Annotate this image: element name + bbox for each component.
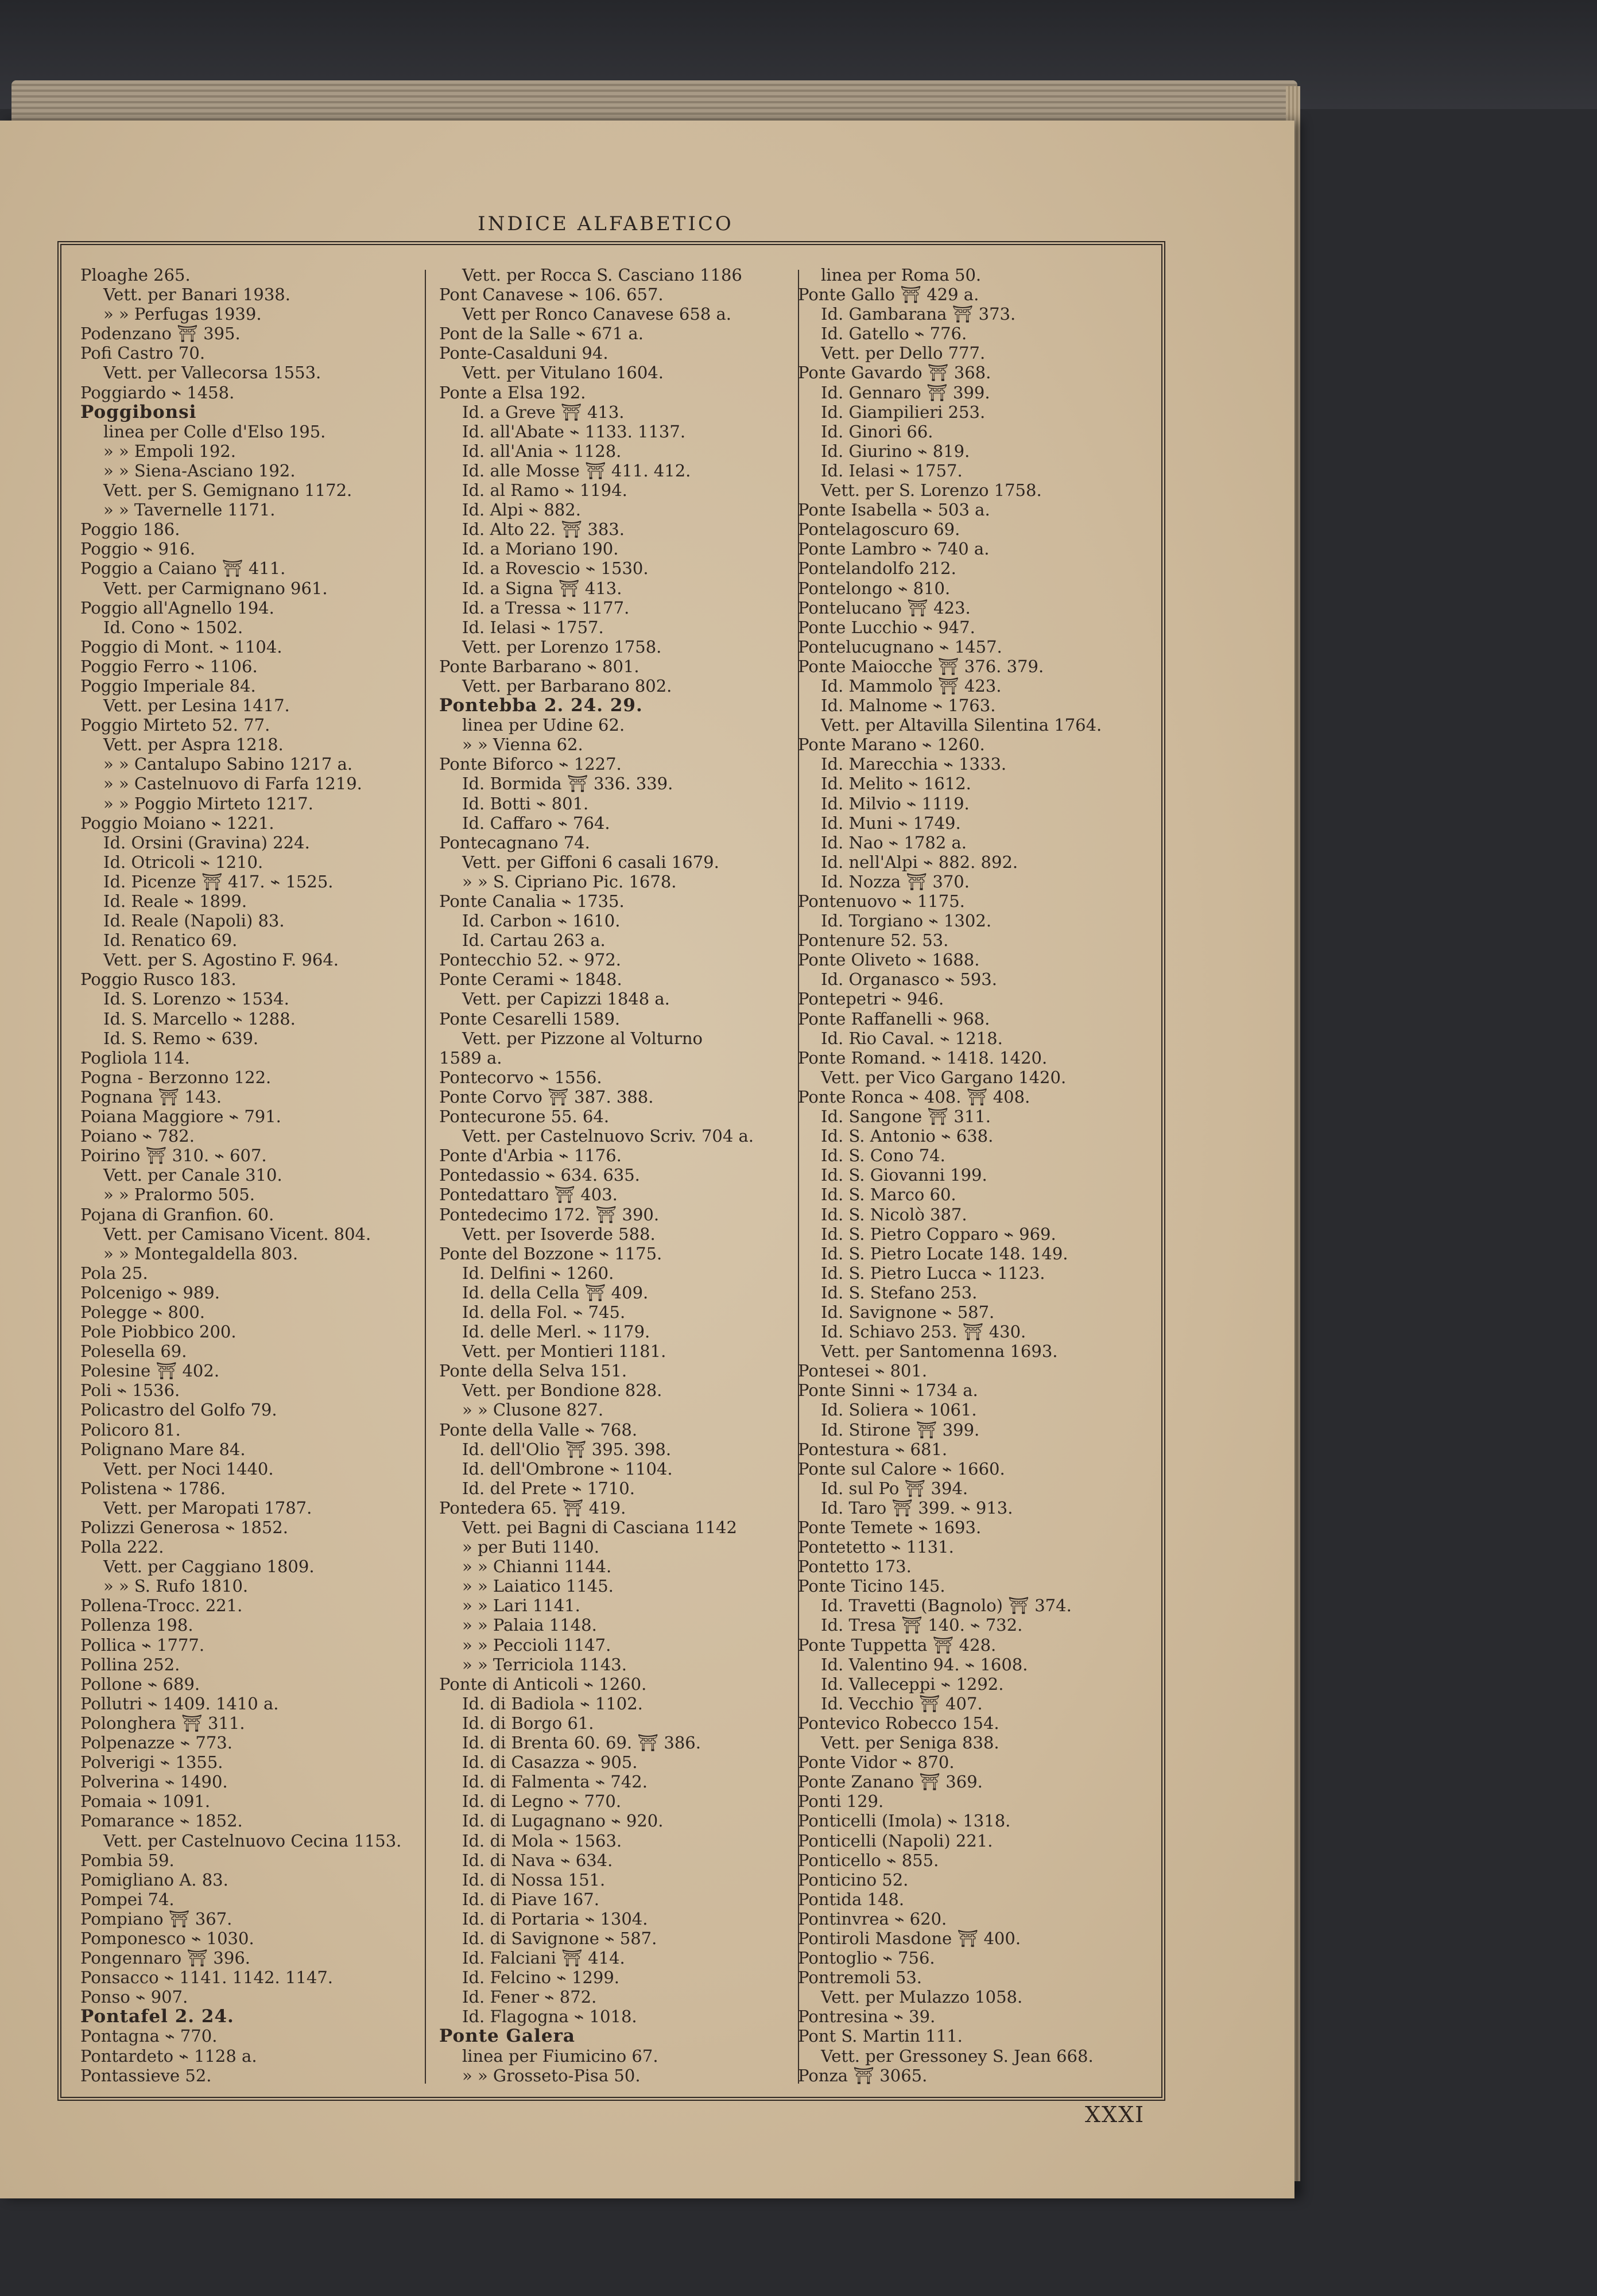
index-entry: Vett. per Vitulano 1604. [462,363,664,383]
index-entry: Id. Bormida ⛩ 336. 339. [462,774,673,794]
index-entry: Vett per Ronco Canavese 658 a. [462,304,731,324]
index-entry: » » Empoli 192. [103,441,236,461]
index-entry: Ponte Gallo ⛩ 429 a. [798,285,979,305]
index-entry: Id. Travetti (Bagnolo) ⛩ 374. [821,1596,1072,1616]
index-entry: Ponte della Valle ⌁ 768. [439,1420,638,1440]
index-entry: Id. all'Abate ⌁ 1133. 1137. [462,421,686,441]
index-entry: Id. Otricoli ⌁ 1210. [103,852,263,872]
index-entry: Id. al Ramo ⌁ 1194. [462,480,627,501]
index-entry: Pont Canavese ⌁ 106. 657. [439,285,664,305]
index-entry: Polcenigo ⌁ 989. [80,1282,220,1302]
index-entry: Id. S. Pietro Lucca ⌁ 1123. [821,1263,1045,1283]
index-entry: Id. all'Ania ⌁ 1128. [462,441,622,461]
index-entry: Vett. per Caggiano 1809. [103,1557,315,1577]
index-entry: » » Montegaldella 803. [103,1243,299,1263]
index-entry: Pomarance ⌁ 1852. [80,1811,243,1831]
index-entry: Id. di Falmenta ⌁ 742. [462,1772,648,1792]
index-entry: Ponte Isabella ⌁ 503 a. [798,500,990,520]
index-entry: Ponticelli (Napoli) 221. [798,1830,993,1851]
index-entry: Id. Caffaro ⌁ 764. [462,813,610,833]
index-entry: Id. di Mola ⌁ 1563. [462,1830,622,1851]
index-entry: » » Pralormo 505. [103,1185,255,1205]
index-entry: » » Cantalupo Sabino 1217 a. [103,754,353,774]
index-entry: Vett. per Barbarano 802. [462,676,672,696]
index-entry: » » Peccioli 1147. [462,1635,611,1655]
index-entry: Poggio 186. [80,519,180,540]
index-entry: Poggio Moiano ⌁ 1221. [80,813,274,833]
index-entry: Poggio Ferro ⌁ 1106. [80,656,258,676]
index-entry: Ponte Temete ⌁ 1693. [798,1518,982,1537]
index-entry: Pontoglio ⌁ 756. [798,1948,935,1968]
index-entry: Id. S. Lorenzo ⌁ 1534. [103,989,289,1009]
index-entry: Pongennaro ⛩ 396. [80,1948,250,1968]
index-entry: Id. di Portaria ⌁ 1304. [462,1909,648,1929]
index-entry: Id. Muni ⌁ 1749. [821,813,961,833]
index-entry: Pontepetri ⌁ 946. [798,989,944,1009]
index-entry: Pont S. Martin 111. [798,2026,963,2046]
index-entry: Ponte di Anticoli ⌁ 1260. [439,1674,647,1694]
index-entry: Ponte del Bozzone ⌁ 1175. [439,1243,662,1263]
index-entry: Vett. per Castelnuovo Cecina 1153. [103,1830,402,1851]
index-entry: Poggio all'Agnello 194. [80,598,274,618]
index-entry: Id. di Legno ⌁ 770. [462,1791,622,1812]
index-entry: Ponticino 52. [798,1870,909,1890]
index-entry: » per Buti 1140. [462,1537,599,1557]
index-entry: Ponte-Casalduni 94. [439,343,608,363]
index-entry: Podenzano ⛩ 395. [80,324,241,344]
index-entry: » » Palaia 1148. [462,1615,597,1635]
index-entry: Id. di Piave 167. [462,1889,599,1909]
index-entry: Id. Marecchia ⌁ 1333. [821,754,1007,774]
index-entry: Ploaghe 265. [80,265,191,285]
index-entry: Id. Botti ⌁ 801. [462,793,589,813]
index-entry: Vett. per Castelnuovo Scriv. 704 a. [462,1126,754,1146]
index-entry: Id. della Cella ⛩ 409. [462,1282,649,1302]
index-entry: Pollenza 198. [80,1615,193,1635]
index-entry: Vett. per Lorenzo 1758. [462,637,662,657]
index-entry: Pofi Castro 70. [80,343,206,363]
index-entry: linea per Fiumicino 67. [462,2046,658,2066]
index-entry: Id. Torgiano ⌁ 1302. [821,911,992,931]
index-entry: Poggio a Caiano ⛩ 411. [80,559,286,579]
index-entry: Vett. per Lesina 1417. [103,696,290,716]
index-entry: Vett. per Altavilla Silentina 1764. [821,715,1102,735]
index-entry: Ponza ⛩ 3065. [798,2065,928,2085]
index-entry: Id. Giampilieri 253. [821,402,986,422]
index-entry: Vett. per S. Agostino F. 964. [103,950,339,970]
index-entry: Id. S. Remo ⌁ 639. [103,1028,259,1048]
index-entry: Vett. per Isoverde 588. [462,1224,656,1244]
index-entry: Id. S. Pietro Locate 148. 149. [821,1243,1068,1263]
index-entry: Vett. per Maropati 1787. [103,1498,312,1518]
index-entry: Pontedassio ⌁ 634. 635. [439,1165,640,1185]
index-entry: Vett. per Seniga 838. [821,1733,999,1753]
index-entry: Id. sul Po ⛩ 394. [821,1478,968,1498]
index-entry: Id. di Nava ⌁ 634. [462,1850,613,1870]
index-entry: Pontedattaro ⛩ 403. [439,1185,618,1205]
index-entry: Ponte Barbarano ⌁ 801. [439,656,639,676]
index-entry: linea per Roma 50. [821,265,982,285]
page-header: INDICE ALFABETICO [478,212,734,235]
index-entry: Poggio di Mont. ⌁ 1104. [80,637,282,657]
index-entry: Poggio Imperiale 84. [80,676,256,696]
index-entry: » » Laiatico 1145. [462,1576,614,1596]
index-entry: Ponte a Elsa 192. [439,382,586,402]
index-entry: Id. Stirone ⛩ 399. [821,1420,980,1440]
index-entry: Vett. per Giffoni 6 casali 1679. [462,852,719,872]
index-column-1 [80,265,422,2085]
index-entry: Policastro del Golfo 79. [80,1400,277,1420]
index-entry: Ponte Marano ⌁ 1260. [798,735,985,755]
index-entry: Id. S. Marco 60. [821,1185,956,1205]
index-entry: Pontiroli Masdone ⛩ 400. [798,1928,1021,1948]
index-entry: Pontelandolfo 212. [798,559,956,579]
index-entry: Pollone ⌁ 689. [80,1674,200,1694]
index-entry: Id. a Rovescio ⌁ 1530. [462,559,649,579]
index-entry: Polverigi ⌁ 1355. [80,1752,223,1773]
index-entry: Id. del Prete ⌁ 1710. [462,1478,635,1498]
index-entry: » » Tavernelle 1171. [103,500,276,520]
index-entry: » » Vienna 62. [462,735,583,755]
index-entry: Polpenazze ⌁ 773. [80,1733,232,1753]
index-entry: Vett. per S. Gemignano 1172. [103,480,352,501]
index-entry: Pontelucano ⛩ 423. [798,598,971,618]
index-entry: Vett. per Dello 777. [821,343,986,363]
index-entry: Id. di Badiola ⌁ 1102. [462,1693,643,1713]
index-entry: Id. Rio Caval. ⌁ 1218. [821,1028,1003,1048]
index-entry: Id. Tresa ⛩ 140. ⌁ 732. [821,1615,1023,1635]
index-entry: Pombia 59. [80,1850,175,1870]
index-entry: Vett. per Vallecorsa 1553. [103,363,321,383]
index-entry: Ponte Raffanelli ⌁ 968. [798,1009,990,1029]
index-entry: Ponte Maiocche ⛩ 376. 379. [798,656,1044,676]
index-entry: Pontenure 52. 53. [798,930,949,951]
index-entry: Ponte sul Calore ⌁ 1660. [798,1459,1005,1479]
index-entry: Pontremoli 53. [798,1968,922,1988]
index-entry: Ponso ⌁ 907. [80,1987,188,2007]
index-entry: Polonghera ⛩ 311. [80,1713,245,1733]
index-entry: Poggibonsi [80,401,197,422]
index-entry: Vett. per Noci 1440. [103,1459,274,1479]
index-entry: Ponticello ⌁ 855. [798,1850,939,1870]
index-entry: Id. delle Merl. ⌁ 1179. [462,1322,650,1342]
index-entry: Id. a Greve ⛩ 413. [462,402,625,422]
index-entry: Vett. per Montieri 1181. [462,1341,666,1362]
index-entry: Id. Ielasi ⌁ 1757. [821,460,963,480]
index-entry: Id. della Fol. ⌁ 745. [462,1302,626,1322]
index-entry: Id. Alto 22. ⛩ 383. [462,519,625,540]
index-entry: Ponte Romand. ⌁ 1418. 1420. [798,1048,1048,1068]
index-entry: Ponte Tuppetta ⛩ 428. [798,1635,997,1655]
index-entry: Id. Picenze ⛩ 417. ⌁ 1525. [103,871,334,891]
index-entry: Pontassieve 52. [80,2065,212,2085]
index-entry: Id. Valentino 94. ⌁ 1608. [821,1654,1028,1674]
index-entry: Vett. per Banari 1938. [103,285,290,305]
index-entry: Ponte Oliveto ⌁ 1688. [798,950,980,970]
index-entry: Ponte della Selva 151. [439,1361,627,1381]
index-entry: Id. Ginori 66. [821,421,933,441]
index-entry: Id. Felcino ⌁ 1299. [462,1968,619,1988]
index-entry: Id. Nao ⌁ 1782 a. [821,832,967,852]
index-entry: Poggiardo ⌁ 1458. [80,382,235,402]
index-entry: Vett. per Capizzi 1848 a. [462,989,670,1009]
index-entry: Pontida 148. [798,1889,905,1909]
index-entry: » » Siena-Asciano 192. [103,460,296,480]
index-entry: Vett. per Gressoney S. Jean 668. [821,2046,1094,2066]
index-entry: Poli ⌁ 1536. [80,1380,180,1401]
index-entry: Ponte Cesarelli 1589. [439,1009,621,1029]
index-entry: Id. Schiavo 253. ⛩ 430. [821,1322,1026,1342]
index-entry: Id. Carbon ⌁ 1610. [462,911,621,931]
index-entry: Id. nell'Alpi ⌁ 882. 892. [821,852,1018,872]
index-entry: Pogliola 114. [80,1048,190,1068]
index-entry: Pontafel 2. 24. [80,2006,234,2027]
index-entry: Id. S. Cono 74. [821,1146,945,1166]
index-entry: Ponte Sinni ⌁ 1734 a. [798,1380,978,1401]
index-entry: Pomaia ⌁ 1091. [80,1791,211,1812]
index-entry: Ponte Zanano ⛩ 369. [798,1772,983,1792]
index-entry: Id. Gambarana ⛩ 373. [821,304,1016,324]
index-entry: Pontelongo ⌁ 810. [798,578,951,598]
index-entry: Pompei 74. [80,1889,175,1909]
index-entry: Id. S. Stefano 253. [821,1282,978,1302]
index-entry: Id. Falciani ⛩ 414. [462,1948,625,1968]
index-entry: Id. S. Pietro Copparo ⌁ 969. [821,1224,1056,1244]
index-entry: Id. S. Nicolò 387. [821,1204,967,1224]
index-entry: Vett. pei Bagni di Casciana 1142 [462,1518,737,1537]
index-entry: Id. di Nossa 151. [462,1870,606,1890]
index-entry: Ponte d'Arbia ⌁ 1176. [439,1146,622,1166]
index-entry: Pont de la Salle ⌁ 671 a. [439,324,644,344]
index-entry: Pontelagoscuro 69. [798,519,960,540]
index-entry: Ponte Ticino 145. [798,1576,945,1596]
index-entry: Id. dell'Ombrone ⌁ 1104. [462,1459,673,1479]
index-entry: linea per Colle d'Elso 195. [103,421,326,441]
index-entry: Id. Cartau 263 a. [462,930,606,951]
index-entry: Pollena-Trocc. 221. [80,1596,243,1616]
index-entry: Ponticelli (Imola) ⌁ 1318. [798,1811,1011,1831]
index-entry: Ponte Vidor ⌁ 870. [798,1752,955,1773]
index-entry: Pole Piobbico 200. [80,1322,237,1342]
index-entry: Id. di Lugagnano ⌁ 920. [462,1811,664,1831]
index-entry: » » S. Cipriano Pic. 1678. [462,871,677,891]
index-entry: Pontestura ⌁ 681. [798,1439,948,1459]
index-entry: Poiano ⌁ 782. [80,1126,195,1146]
index-entry: Id. di Savignone ⌁ 587. [462,1928,657,1948]
index-entry: Vett. per Pizzone al Volturno [462,1028,703,1048]
index-entry: » » Lari 1141. [462,1596,580,1616]
index-entry: Id. Soliera ⌁ 1061. [821,1400,977,1420]
index-entry: Id. S. Antonio ⌁ 638. [821,1126,994,1146]
index-entry: Id. Cono ⌁ 1502. [103,617,243,637]
index-entry: Vett. per Rocca S. Casciano 1186 [462,265,742,285]
index-entry: Vett. per Carmignano 961. [103,578,328,598]
index-entry: Id. di Borgo 61. [462,1713,594,1733]
index-entry: Vett. per Canale 310. [103,1165,282,1185]
index-entry: Pomponesco ⌁ 1030. [80,1928,254,1948]
index-entry: Polesine ⛩ 402. [80,1361,220,1381]
index-entry: Pontardeto ⌁ 1128 a. [80,2046,257,2066]
index-entry: 1589 a. [439,1048,502,1068]
index-entry: Ponte Ronca ⌁ 408. ⛩ 408. [798,1087,1030,1107]
index-entry: Id. Sangone ⛩ 311. [821,1107,991,1127]
index-entry: Id. Melito ⌁ 1612. [821,774,971,794]
index-entry: Pognana ⛩ 143. [80,1087,222,1107]
index-entry: Pontedecimo 172. ⛩ 390. [439,1204,660,1224]
index-entry: Vett. per S. Lorenzo 1758. [821,480,1042,501]
page-number: XXXI [1085,2102,1145,2127]
index-entry: Ponti 129. [798,1791,884,1812]
index-entry: Vett. per Santomenna 1693. [821,1341,1058,1362]
index-entry: » » Clusone 827. [462,1400,604,1420]
index-entry: Polistena ⌁ 1786. [80,1478,226,1498]
index-entry: Id. Malnome ⌁ 1763. [821,696,996,716]
index-entry: Polignano Mare 84. [80,1439,246,1459]
index-entry: Pollina 252. [80,1654,180,1674]
index-entry: Id. Orsini (Gravina) 224. [103,832,310,852]
index-entry: Pontedera 65. ⛩ 419. [439,1498,626,1518]
index-entry: Id. Reale ⌁ 1899. [103,891,247,911]
index-entry: Id. Gatello ⌁ 776. [821,324,967,344]
index-entry: » » Chianni 1144. [462,1557,612,1577]
index-entry: Id. Delfini ⌁ 1260. [462,1263,614,1283]
index-entry: Pola 25. [80,1263,148,1283]
index-entry: Id. Vecchio ⛩ 407. [821,1693,983,1713]
index-entry: Id. Nozza ⛩ 370. [821,871,970,891]
index-entry: Id. Flagogna ⌁ 1018. [462,2007,637,2027]
index-entry: Ponte Galera [439,2026,576,2047]
index-entry: Ponte Lucchio ⌁ 947. [798,617,975,637]
index-entry: » » Poggio Mirteto 1217. [103,793,313,813]
index-entry: Ponte Cerami ⌁ 1848. [439,969,622,990]
index-entry: Id. Organasco ⌁ 593. [821,969,997,990]
index-entry: Polegge ⌁ 800. [80,1302,205,1322]
index-entry: Poggio ⌁ 916. [80,539,196,559]
index-entry: Pontagna ⌁ 770. [80,2026,218,2046]
index-entry: Ponte Lambro ⌁ 740 a. [798,539,990,559]
index-entry: Id. Milvio ⌁ 1119. [821,793,970,813]
index-entry: Ponte Corvo ⛩ 387. 388. [439,1087,654,1107]
column-rule-1 [425,270,426,2084]
index-column-3 [798,265,1162,2085]
index-entry: Id. S. Marcello ⌁ 1288. [103,1009,296,1029]
index-entry: Pollutri ⌁ 1409. 1410 a. [80,1693,279,1713]
index-entry: Pontetetto ⌁ 1131. [798,1537,954,1557]
index-entry: Pontinvrea ⌁ 620. [798,1909,947,1929]
index-entry: Pontebba 2. 24. 29. [439,695,643,716]
index-entry: Pontecagnano 74. [439,832,590,852]
index-entry: Pontevico Robecco 154. [798,1713,999,1733]
index-entry: Pollica ⌁ 1777. [80,1635,205,1655]
index-entry: Id. a Signa ⛩ 413. [462,578,622,598]
index-entry: Pojana di Granfion. 60. [80,1204,274,1224]
index-entry: Pontresina ⌁ 39. [798,2007,936,2027]
index-entry: Vett. per Aspra 1218. [103,735,284,755]
index-entry: Poggio Mirteto 52. 77. [80,715,270,735]
index-entry: Pontecorvo ⌁ 1556. [439,1067,602,1087]
index-entry: Pompiano ⛩ 367. [80,1909,232,1929]
index-entry: Poggio Rusco 183. [80,969,237,990]
index-entry: Ponte Biforco ⌁ 1227. [439,754,622,774]
index-entry: Pontelucugnano ⌁ 1457. [798,637,1002,657]
index-entry: Ponte Canalia ⌁ 1735. [439,891,625,911]
index-entry: Pontenuovo ⌁ 1175. [798,891,965,911]
index-entry: Poirino ⛩ 310. ⌁ 607. [80,1146,267,1166]
index-entry: Polesella 69. [80,1341,187,1362]
index-entry: Id. Reale (Napoli) 83. [103,911,285,931]
index-entry: Id. di Brenta 60. 69. ⛩ 386. [462,1733,701,1753]
index-column-2 [439,265,795,2085]
index-entry: Id. alle Mosse ⛩ 411. 412. [462,460,691,480]
index-entry: Polverina ⌁ 1490. [80,1772,228,1792]
index-entry: Pontetto 173. [798,1557,912,1577]
index-entry: Polizzi Generosa ⌁ 1852. [80,1518,288,1537]
index-entry: Id. Savignone ⌁ 587. [821,1302,995,1322]
index-entry: Id. di Casazza ⌁ 905. [462,1752,638,1773]
index-entry: » » Perfugas 1939. [103,304,262,324]
index-entry: Vett. per Bondione 828. [462,1380,662,1401]
index-entry: » » S. Rufo 1810. [103,1576,249,1596]
index-entry: Policoro 81. [80,1420,181,1440]
index-entry: Id. Giurino ⌁ 819. [821,441,970,461]
index-entry: Id. Alpi ⌁ 882. [462,500,581,520]
index-entry: Pomigliano A. 83. [80,1870,228,1890]
index-entry: Id. Valleceppi ⌁ 1292. [821,1674,1004,1694]
index-entry: Id. Renatico 69. [103,930,238,951]
index-entry: Id. Gennaro ⛩ 399. [821,382,990,402]
index-entry: Pontecchio 52. ⌁ 972. [439,950,621,970]
index-entry: Id. a Tressa ⌁ 1177. [462,598,630,618]
index-entry: Pontecurone 55. 64. [439,1107,610,1127]
index-entry: Vett. per Camisano Vicent. 804. [103,1224,371,1244]
index-entry: Vett. per Vico Gargano 1420. [821,1067,1067,1087]
index-entry: Ponte Gavardo ⛩ 368. [798,363,991,383]
index-entry: Id. a Moriano 190. [462,539,619,559]
index-entry: linea per Udine 62. [462,715,625,735]
index-entry: Vett. per Mulazzo 1058. [821,1987,1023,2007]
index-entry: Id. Fener ⌁ 872. [462,1987,597,2007]
index-entry: » » Grosseto-Pisa 50. [462,2065,641,2085]
index-entry: Ponsacco ⌁ 1141. 1142. 1147. [80,1968,333,1988]
index-entry: Id. Mammolo ⛩ 423. [821,676,1002,696]
index-entry: Id. Ielasi ⌁ 1757. [462,617,604,637]
index-entry: Id. dell'Olio ⛩ 395. 398. [462,1439,672,1459]
index-entry: Poiana Maggiore ⌁ 791. [80,1107,281,1127]
index-entry: Pontesei ⌁ 801. [798,1361,928,1381]
index-entry: Id. Taro ⛩ 399. ⌁ 913. [821,1498,1013,1518]
index-entry: » » Castelnuovo di Farfa 1219. [103,774,362,794]
index-entry: » » Terriciola 1143. [462,1654,627,1674]
index-entry: Pogna - Berzonno 122. [80,1067,272,1087]
index-entry: Id. S. Giovanni 199. [821,1165,987,1185]
index-entry: Polla 222. [80,1537,164,1557]
